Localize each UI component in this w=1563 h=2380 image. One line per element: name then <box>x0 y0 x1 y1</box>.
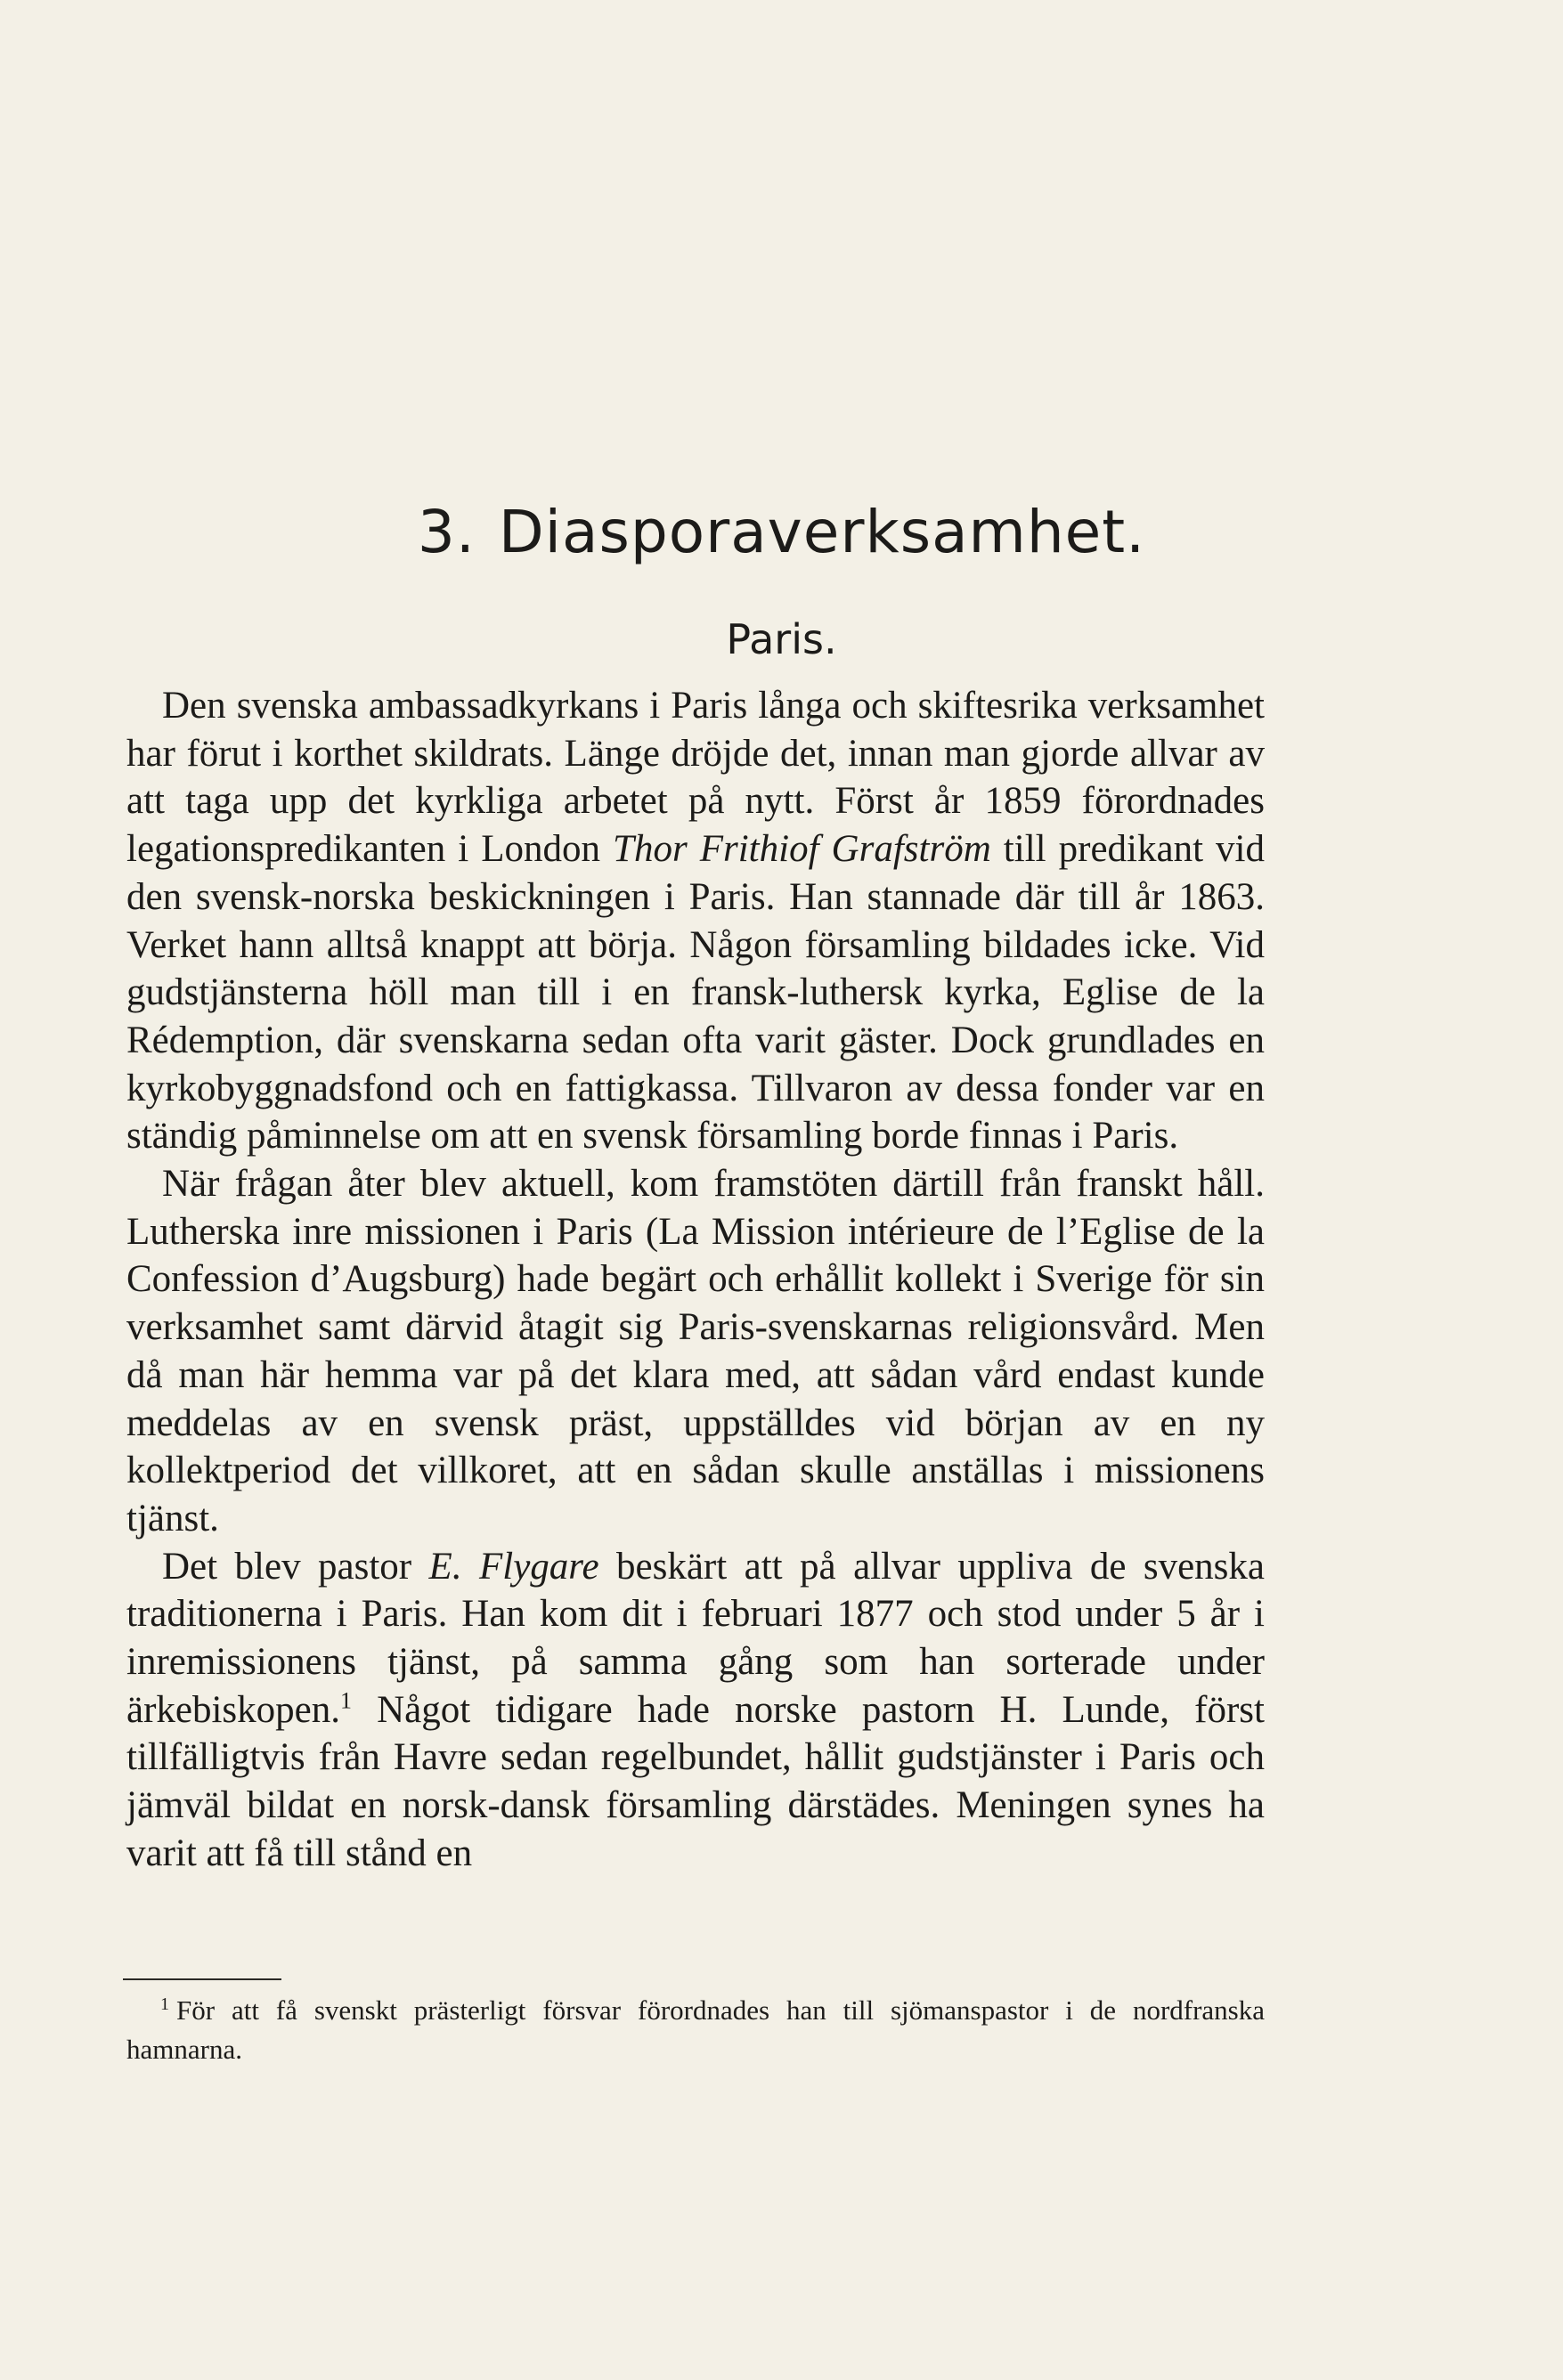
chapter-title: Diasporaverksamhet. <box>498 498 1146 566</box>
paragraph-1 <box>126 682 1265 1160</box>
person-name-grafstrom: Thor Frithiof Grafström <box>613 828 991 871</box>
paragraph-1-text-a: Den svenska ambassadkyrkans i Paris långa och skiftesrika verksamhet har förut i korthet skildrats. Länge dröjde det, innan man gjorde allvar av att taga upp det kyrkliga arbetet på nytt. Först år 1859 förordnades legationspredikanten i London <box>126 685 1265 871</box>
footnote-text: För att få svenskt prästerligt försvar förordnades han till sjömanspastor i de nordfranska hamnarna. <box>126 1994 1265 2065</box>
chapter-heading <box>0 497 1563 568</box>
person-name-flygare: E. Flygare <box>428 1545 599 1588</box>
section-heading: Paris. <box>726 615 837 663</box>
paragraph-3-text-a: Det blev pastor <box>162 1545 429 1588</box>
chapter-number: 3. <box>417 498 476 566</box>
footnote-reference: 1 <box>340 1687 353 1714</box>
paragraph-1-text-b: till predikant vid den svensk-norska beskickningen i Paris. Han stannade där till år 1863. Verket hann alltså knappt att börja. Någon församling bildades icke. Vid gudstjänsterna höll man till i en fransk-luthersk kyrka, Eglise de la Rédemption, där svenskarna sedan ofta varit gäster. Dock grundlades en kyrkobyggnadsfond och en fattigkassa. Tillvaron av dessa fonder var en ständig påminnelse om att en svensk församling borde finnas i Paris. <box>126 828 1265 1158</box>
footnote-marker: 1 <box>160 1994 169 2014</box>
paragraph-3-text-b: beskärt att på allvar uppliva de svenska traditionerna i Paris. Han kom dit i februari 1877 och stod under 5 år i inremissionens tjänst, på samma gång som han sorterade under ärkebiskopen. <box>126 1545 1266 1731</box>
paragraph-2: När frågan åter blev aktuell, kom framstöten därtill från franskt håll. Lutherska inre missionen i Paris (La Mission intérieure de l’Eglise de la Confession d’Augsburg) hade begärt och erhållit kollekt i Sverige för sin verksamhet samt därvid åtagit sig Paris-svenskarnas religionsvård. Men då man här hemma var på det klara med, att sådan vård endast kunde meddelas av en svensk präst, uppställdes vid början av en ny kollektperiod det villkoret, att en sådan skulle anställas i missionens tjänst. <box>126 1163 1265 1539</box>
paragraph-3-text-c: Något tidigare hade norske pastorn H. Lunde, först tillfälligtvis från Havre sedan regelbundet, hållit gudstjänster i Paris och jämväl bildat en norsk-dansk församling därstädes. Meningen synes ha varit att få till stånd en <box>126 1688 1265 1874</box>
paragraph-3 <box>126 1543 1265 1878</box>
footnote-divider <box>123 1978 281 1980</box>
footnote <box>126 1991 1265 2069</box>
body-text <box>126 682 1265 1878</box>
